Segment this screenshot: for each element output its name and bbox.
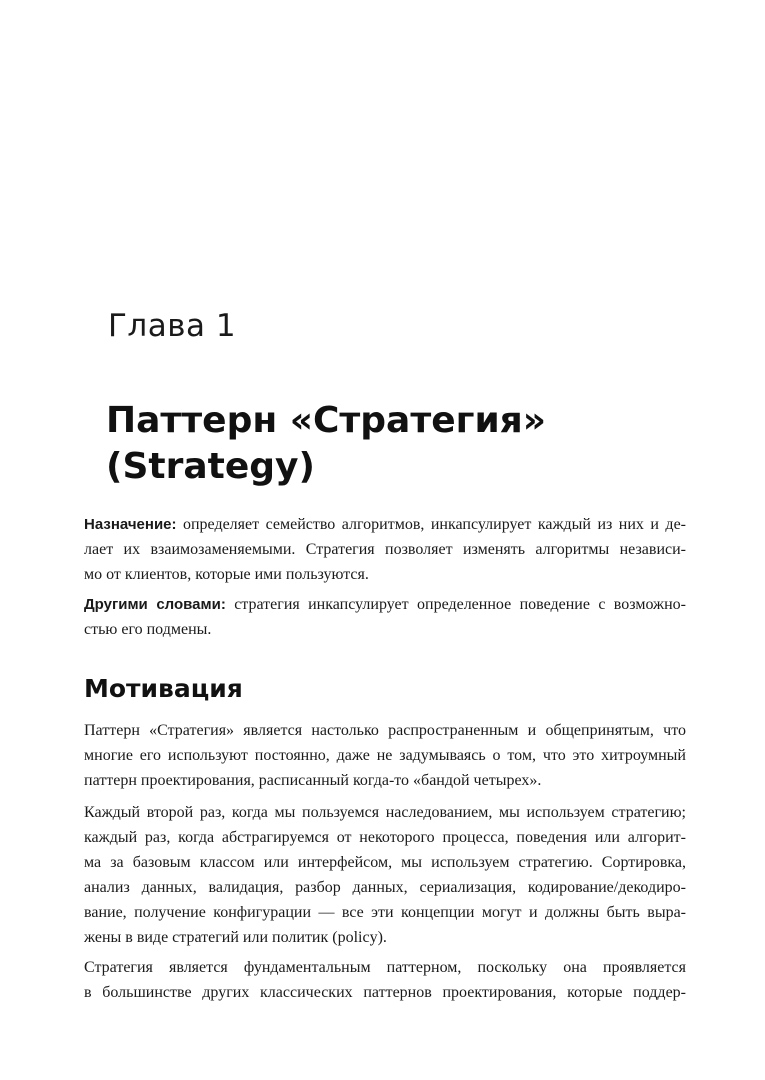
in-other-words-line-2: стью его подмены. — [84, 621, 212, 638]
paragraph-line: жены в виде стратегий или политик (policy). — [84, 929, 387, 946]
paragraph-line: анализ данных, валидация, разбор данных, сериализация, кодирование/декодиро- — [84, 879, 686, 896]
book-page — [84, 0, 686, 1080]
in-other-words-line-1: Другими словами: стратегия инкапсулирует определенное поведение с возможно- — [84, 596, 687, 613]
paragraph-line: каждый раз, когда абстрагируемся от некоторого процесса, поведения или алгорит- — [84, 829, 686, 846]
in-other-words-term: Другими словами: — [84, 596, 226, 613]
paragraph-line: Каждый второй раз, когда мы пользуемся наследованием, мы используем стратегию; — [84, 804, 686, 821]
intent-line-3: мо от клиентов, которые ими пользуются. — [84, 566, 369, 583]
paragraph-line: в большинстве других классических паттернов проектирования, которые поддер- — [84, 984, 686, 1001]
paragraph-line: Паттерн «Стратегия» является настолько распространенным и общепринятым, что — [84, 722, 686, 739]
intent-line-2: лает их взаимозаменяемыми. Стратегия позволяет изменять алгоритмы независи- — [84, 541, 686, 558]
intent-term: Назначение: — [84, 516, 177, 533]
paragraph-line: многие его используют постоянно, даже не задумываясь о том, что это хитроумный — [84, 747, 686, 764]
paragraph-line: паттерн проектирования, расписанный когда-то «бандой четырех». — [84, 772, 542, 789]
chapter-title — [106, 398, 546, 490]
paragraph-line: вание, получение конфигурации — все эти концепции могут и должны быть выра- — [84, 904, 686, 921]
intent-line-1: Назначение: определяет семейство алгоритмов, инкапсулирует каждый из них и де- — [84, 516, 687, 533]
paragraph-line: Стратегия является фундаментальным паттерном, поскольку она проявляется — [84, 959, 686, 976]
motivation-paragraph-3 — [84, 955, 686, 1005]
in-other-words-paragraph — [84, 592, 686, 642]
chapter-title-line-2: (Strategy) — [106, 446, 315, 487]
paragraph-line: ма за базовым классом или интерфейсом, мы используем стратегию. Сортировка, — [84, 854, 686, 871]
section-heading: Мотивация — [84, 674, 243, 703]
motivation-paragraph-2 — [84, 800, 686, 950]
intent-paragraph — [84, 512, 686, 587]
motivation-paragraph-1 — [84, 718, 686, 793]
chapter-title-line-1: Паттерн «Стратегия» — [106, 400, 547, 441]
chapter-label: Глава 1 — [108, 308, 237, 344]
